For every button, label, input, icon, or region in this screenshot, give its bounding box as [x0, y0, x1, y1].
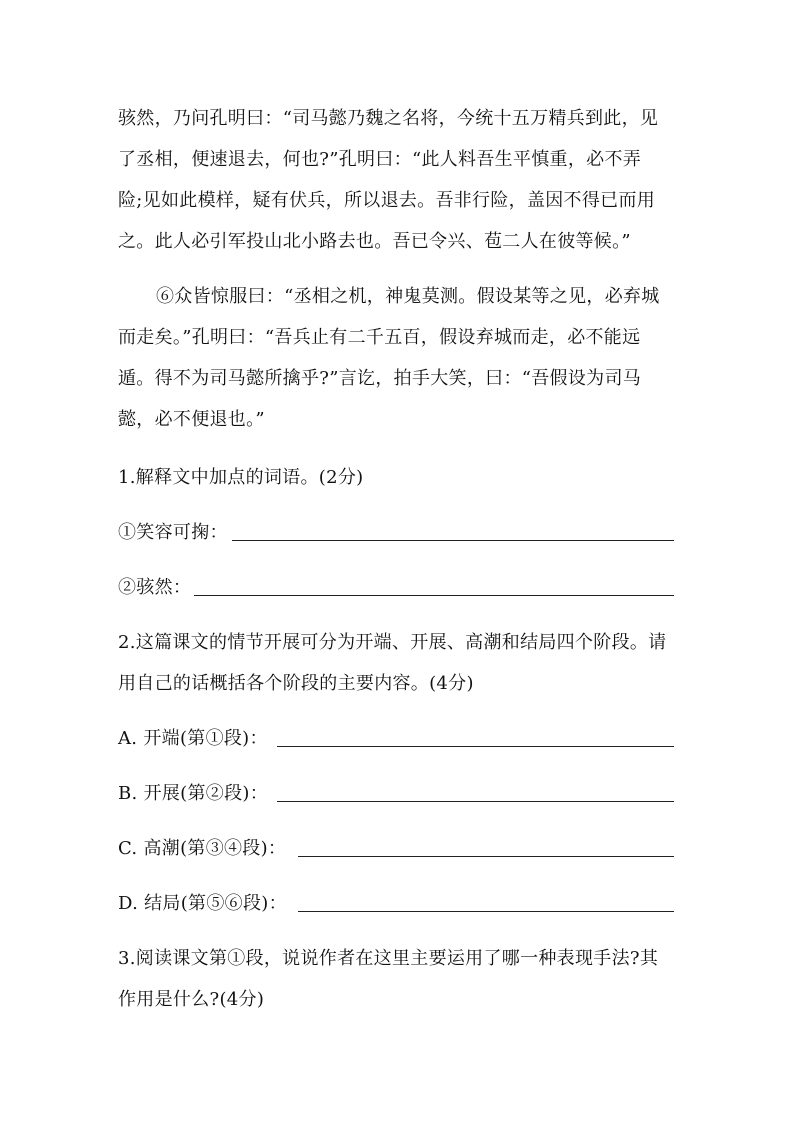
- paragraph-line: 之。此人必引军投山北小路去也。吾已令兴、苞二人在彼等候。”: [118, 231, 631, 252]
- answer-blank[interactable]: [298, 856, 674, 857]
- answer-blank[interactable]: [194, 595, 674, 596]
- paragraph-line: 遁。得不为司马懿所擒乎?”言讫，拍手大笑，曰：“吾假设为司马: [118, 368, 642, 389]
- answer-label: ①笑容可掬：: [118, 522, 228, 543]
- answer-blank[interactable]: [232, 540, 674, 541]
- question-prompt: 2.这篇课文的情节开展可分为开端、开展、高潮和结局四个阶段。请: [118, 632, 667, 653]
- paragraph-line: 懿，必不便退也。”: [118, 409, 265, 430]
- answer-blank[interactable]: [277, 801, 674, 802]
- answer-label: D. 结局(第⑤⑥段)：: [118, 893, 287, 914]
- paragraph-line: ⑥众皆惊服曰：“丞相之机，神鬼莫测。假设某等之见，必弃城: [156, 286, 660, 307]
- question-prompt: 作用是什么?(4分): [118, 989, 265, 1010]
- answer-blank[interactable]: [277, 746, 674, 747]
- answer-label: ②骇然：: [118, 577, 192, 598]
- answer-label: A. 开端(第①段)：: [118, 728, 268, 749]
- question-prompt: 3.阅读课文第①段，说说作者在这里主要运用了哪一种表现手法?其: [118, 948, 659, 969]
- answer-label: B. 开展(第②段)：: [118, 783, 269, 804]
- paragraph-line: 险;见如此模样，疑有伏兵，所以退去。吾非行险，盖因不得已而用: [118, 190, 656, 211]
- paragraph-line: 而走矣。”孔明曰：“吾兵止有二千五百，假设弃城而走，必不能远: [118, 327, 641, 348]
- question-prompt: 1.解释文中加点的词语。(2分): [118, 467, 364, 488]
- answer-blank[interactable]: [298, 911, 674, 912]
- answer-label: C. 高潮(第③④段)：: [118, 838, 287, 859]
- paragraph-line: 骇然，乃问孔明曰：“司马懿乃魏之名将，今统十五万精兵到此，见: [118, 108, 659, 129]
- paragraph-line: 了丞相，便速退去，何也?”孔明曰：“此人料吾生平慎重，必不弄: [118, 149, 642, 170]
- question-prompt: 用自己的话概括各个阶段的主要内容。(4分): [118, 673, 474, 694]
